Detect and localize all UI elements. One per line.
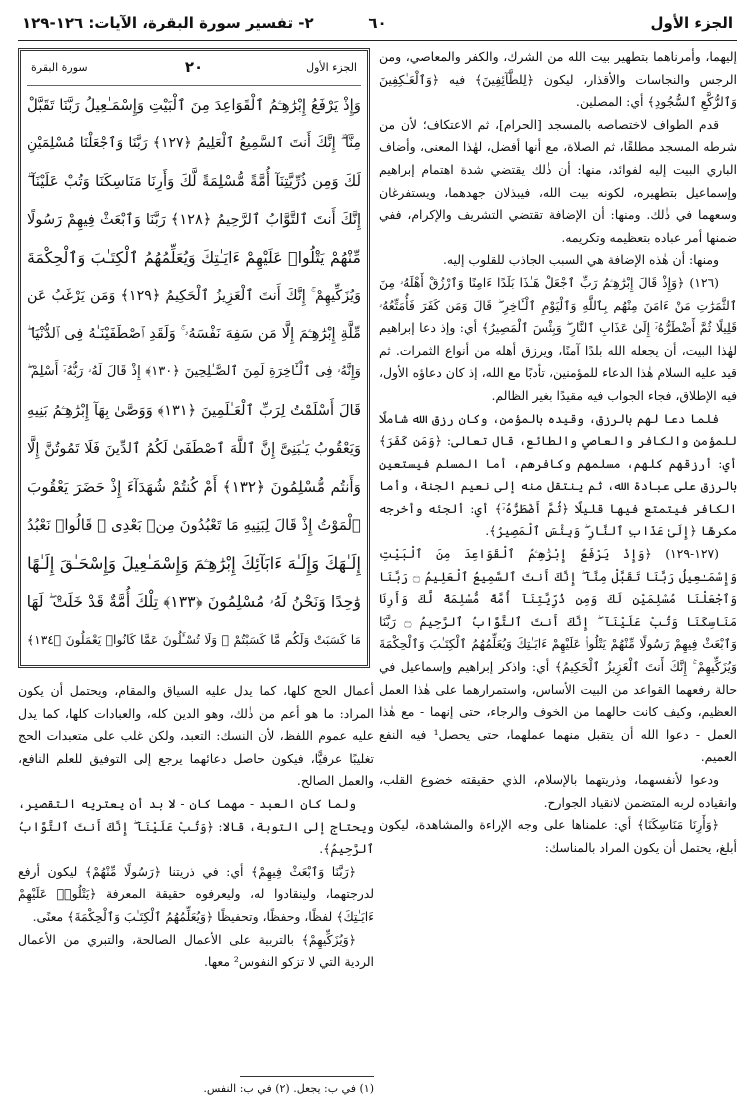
- quran-line: مَا كَسَبَتْ وَلَكُم مَّا كَسَبْتُمْ ۖ وَلَا تُسْـَٔلُونَ عَمَّا كَانُوا۟ يَعْمَلُونَ ﴿١٣٤﴾: [27, 632, 361, 647]
- paragraph: فلما دعا لهم بالرزق، وقيده بالمؤمن، وكان رزق الله شاملًا للمؤمن والكافر والعاصي والطائع، قال تعالى: ﴿وَمَن كَفَرَ﴾ أي: أرزقهم كلهم، مسلمهم وكافرهم، أما المسلم فيستعين بالرزق على عبادة الله، ثم ينتقل منه إلى نعيم الجنة، وأما الكافر فيتمتع فيها قليلًا ﴿ثُمَّ أَضْطَرُّهُۥٓ﴾ أي: ألجئه وأخرجه مكرهًا ﴿إِلَىٰ عَذَابِ ٱلنَّارِ ۖ وَبِئْسَ ٱلْمَصِيرُ﴾.: [379, 410, 737, 539]
- paragraph: (١٢٦) ﴿وَإِذْ قَالَ إِبْرَٰهِـۧمُ رَبِّ ٱجْعَلْ هَـٰذَا بَلَدًا ءَامِنًا وَٱرْزُقْ أَهْلَهُۥ مِنَ ٱلثَّمَرَٰتِ مَنْ ءَامَنَ مِنْهُم بِٱللَّهِ وَٱلْيَوْمِ ٱلْـَٔاخِرِ ۖ قَالَ وَمَن كَفَرَ فَأُمَتِّعُهُۥ قَلِيلًا ثُمَّ أَضْطَرُّهُۥٓ إِلَىٰ عَذَابِ ٱلنَّارِ ۖ وَبِئْسَ ٱلْمَصِيرُ﴾ أي: وإذ دعا إبراهيم لهٰذا البيت، أن يجعله الله بلدًا آمنًا، ويرزق أهله من أنواع الثمرات. ثم قيد عليه السلام هٰذا الدعاء للمؤمنين، تأدبًا مع الله، إذ كان دعاؤه الأول، فيه الإطلاق، فجاء الجواب فيه مقيدًا بغير الظالم.: [379, 274, 737, 403]
- quran-line: ٱلْمَوْتُ إِذْ قَالَ لِبَنِيهِ مَا تَعْبُدُونَ مِنۢ بَعْدِى ۖ قَالُوا۟ نَعْبُدُ: [27, 516, 361, 535]
- paragraph: ﴿وَأَرِنَا مَنَاسِكَنَا﴾ أي: علمناها على وجه الإراءة والمشاهدة، ليكون أبلغ، يحتمل أن يكون المراد بالمناسك:: [379, 817, 737, 855]
- quran-line: وَيُزَكِّيهِمْ ۚ إِنَّكَ أَنتَ ٱلْعَزِيزُ ٱلْحَكِيمُ ﴿١٢٩﴾ وَمَن يَرْغَبُ عَن: [27, 288, 361, 305]
- running-header: [18, 8, 737, 38]
- quran-line: وَإِذْ يَرْفَعُ إِبْرَٰهِـۧمُ ٱلْقَوَاعِدَ مِنَ ٱلْبَيْتِ وَإِسْمَـٰعِيلُ رَبَّنَا تَقَبَّلْ: [27, 96, 361, 114]
- quran-line: وَإِنَّهُۥ فِى ٱلْـَٔاخِرَةِ لَمِنَ ٱلصَّـٰلِحِينَ ﴿١٣٠﴾ إِذْ قَالَ لَهُۥ رَبُّهُۥٓ أَسْلِمْ ۖ: [27, 364, 361, 380]
- paragraph: ودعوا لأنفسهما، وذريتهما بالإسلام، الذي حقيقته خضوع القلب، وانقياده لربه المتضمن لانقياد الجوارح.: [379, 772, 737, 810]
- paragraph: إليهما، وأمرناهما بتطهير بيت الله من الشرك، والكفر والمعاصي، ومن الرجس والنجاسات والأقذار، ليكون ﴿لِلطَّآئِفِينَ﴾ فيه ﴿وَٱلْعَـٰكِفِينَ وَٱلرُّكَّعِ ٱلسُّجُودِ﴾ أي: المصلين.: [379, 49, 737, 110]
- juz-title: الجزء الأول: [650, 14, 733, 32]
- mushaf-surah-label: سورة البقرة: [31, 61, 88, 74]
- quran-line: قَالَ أَسْلَمْتُ لِرَبِّ ٱلْعَـٰلَمِينَ ﴿١٣١﴾ وَوَصَّىٰ بِهَآ إِبْرَٰهِـۧمُ بَنِيهِ: [27, 401, 361, 419]
- header-rule: [18, 40, 737, 41]
- quran-line: وَيَعْقُوبُ يَـٰبَنِىَّ إِنَّ ٱللَّهَ ٱصْطَفَىٰ لَكُمُ ٱلدِّينَ فَلَا تَمُوتُنَّ إِلَّا: [27, 439, 361, 457]
- paragraph: ومنها: أن هٰذه الإضافة هي السبب الجاذب للقلوب إليه.: [442, 252, 719, 268]
- quran-line: وَٰحِدًا وَنَحْنُ لَهُۥ مُسْلِمُونَ ﴿١٣٣﴾ تِلْكَ أُمَّةٌ قَدْ خَلَتْ ۖ لَهَا: [27, 591, 361, 611]
- footnote-rule: [240, 1076, 374, 1077]
- quran-line: إِنَّكَ أَنتَ ٱلتَّوَّابُ ٱلرَّحِيمُ ﴿١٢٨﴾ رَبَّنَا وَٱبْعَثْ فِيهِمْ رَسُولًا: [27, 210, 361, 228]
- quran-line: مِّلَّةِ إِبْرَٰهِـۧمَ إِلَّا مَن سَفِهَ نَفْسَهُۥ ۚ وَلَقَدِ ٱصْطَفَيْنَـٰهُ فِى ٱلدُّنْيَا ۖ: [27, 325, 361, 343]
- paragraph: قدم الطواف لاختصاصه بالمسجد [الحرام]، ثم الاعتكاف؛ لأن من شرطه المسجد مطلقًا، ثم الصلاة، مع أنها أفضل، لهٰذا المعنى، وأضاف الباري البيت إليه لفوائد، منها: أن ذٰلك يقتضي شدة اهتمام إبراهيم وإسماعيل بتطهيره، لكونه بيت الله، فيبذلان جهدهما، ويستفرغان وسعهما في ذٰلك. ومنها: أن الإضافة تقتضي التشريف والإكرام، ففي ضمنها أمر عباده بتعظيمه وتكريمه.: [379, 116, 737, 245]
- paragraph: ولما كان العبد - مهما كان - لا بد أن يعتريه التقصير، ويحتاج إلى التوبة، قالا: ﴿وَتُبْ عَلَيْنَآ ۖ إِنَّكَ أَنتَ ٱلتَّوَّابُ ٱلرَّحِيمُ﴾.: [18, 795, 374, 857]
- paragraph: (١٢٧-١٢٩) ﴿وَإِذْ يَرْفَعُ إِبْرَٰهِـۧمُ ٱلْقَوَاعِدَ مِنَ ٱلْبَيْتِ وَإِسْمَـٰعِيلُ رَبَّنَا تَقَبَّلْ مِنَّآ ۖ إِنَّكَ أَنتَ ٱلسَّمِيعُ ٱلْعَلِيمُ ۝ رَبَّنَا وَٱجْعَلْنَا مُسْلِمَيْنِ لَكَ وَمِن ذُرِّيَّتِنَآ أُمَّةً مُّسْلِمَةً لَّكَ وَأَرِنَا مَنَاسِكَنَا وَتُبْ عَلَيْنَآ ۖ إِنَّكَ أَنتَ ٱلتَّوَّابُ ٱلرَّحِيمُ ۝ رَبَّنَا وَٱبْعَثْ فِيهِمْ رَسُولًا مِّنْهُمْ يَتْلُوا۟ عَلَيْهِمْ ءَايَـٰتِكَ وَيُعَلِّمُهُمُ ٱلْكِتَـٰبَ وَٱلْحِكْمَةَ وَيُزَكِّيهِمْ ۚ إِنَّكَ أَنتَ ٱلْعَزِيزُ ٱلْحَكِيمُ﴾ أي: واذكر إبراهيم وإسماعيل في حالة رفعهما القواعد من البيت الأساس، واستمرارهما على هٰذا العمل العظيم، وكيف كانت حالهما من الخوف والرجاء، حتى إنهما - مع هٰذا العمل - دعوا الله أن يتقبل منهما عملهما، حتى يحصل¹ فيه النفع العميم.: [379, 546, 738, 765]
- quran-line: لَكَ وَمِن ذُرِّيَّتِنَآ أُمَّةً مُّسْلِمَةً لَّكَ وَأَرِنَا مَنَاسِكَنَا وَتُبْ عَلَيْنَآ ۖ: [27, 172, 361, 191]
- mushaf-header: [27, 55, 361, 86]
- paragraph: ﴿رَبَّنَا وَٱبْعَثْ فِيهِمْ﴾ أي: في ذريتنا ﴿رَسُولًا مِّنْهُمْ﴾ ليكون أرفع لدرجتهما، ولينقادوا له، وليعرفوه حقيقة المعرفة ﴿يَتْلُوا۟ عَلَيْهِمْ ءَايَـٰتِكَ﴾ لفظًا، وحفظًا، وتحفيظًا ﴿وَيُعَلِّمُهُمُ ٱلْكِتَـٰبَ وَٱلْحِكْمَةَ﴾ معنًى.: [18, 863, 374, 924]
- quran-line: مِّنْهُمْ يَتْلُوا۟ عَلَيْهِمْ ءَايَـٰتِكَ وَيُعَلِّمُهُمُ ٱلْكِتَـٰبَ وَٱلْحِكْمَةَ: [27, 247, 361, 267]
- quran-line: إِلَـٰهَكَ وَإِلَـٰهَ ءَابَآئِكَ إِبْرَٰهِـۧمَ وَإِسْمَـٰعِيلَ وَإِسْحَـٰقَ إِلَـٰهًا: [27, 553, 361, 574]
- quran-line: وَأَنتُم مُّسْلِمُونَ ﴿١٣٢﴾ أَمْ كُنتُمْ شُهَدَآءَ إِذْ حَضَرَ يَعْقُوبَ: [27, 478, 361, 497]
- footnotes: (١) في ب: يجعل. (٢) في ب: النفس.: [203, 1082, 374, 1095]
- quran-mushaf-box: [18, 48, 370, 668]
- paragraph: ﴿وَيُزَكِّيهِمْ﴾ بالتربية على الأعمال الصالحة، والتبري من الأعمال الردية التي لا تزكو النفوس² معها.: [18, 931, 374, 970]
- commentary-right-column: [379, 46, 737, 859]
- mushaf-page-number: ٢٠: [184, 58, 204, 76]
- commentary-left-column: [18, 680, 374, 974]
- page-number: ٦٠: [368, 14, 387, 32]
- mushaf-juz-label: الجزء الأول: [306, 61, 357, 74]
- section-title: ٢- تفسير سورة البقرة، الآيات: ١٢٦-١٢٩: [22, 14, 314, 32]
- paragraph: أعمال الحج كلها، كما يدل عليه السياق والمقام، ويحتمل أن يكون المراد: ما هو أعم من ذٰلك، وهو الدين كله، والعبادات كلها، كما يدل عليه عموم اللفظ، لأن النسك: التعبد، ولكن غلب على متعبدات الحج تغليبًا عرفيًّا، فيكون حاصل دعائهما يرجع إلى التوفيق للعلم النافع، والعمل الصالح.: [18, 683, 374, 789]
- quran-line: مِنَّآ ۖ إِنَّكَ أَنتَ ٱلسَّمِيعُ ٱلْعَلِيمُ ﴿١٢٧﴾ رَبَّنَا وَٱجْعَلْنَا مُسْلِمَيْنِ: [27, 135, 361, 152]
